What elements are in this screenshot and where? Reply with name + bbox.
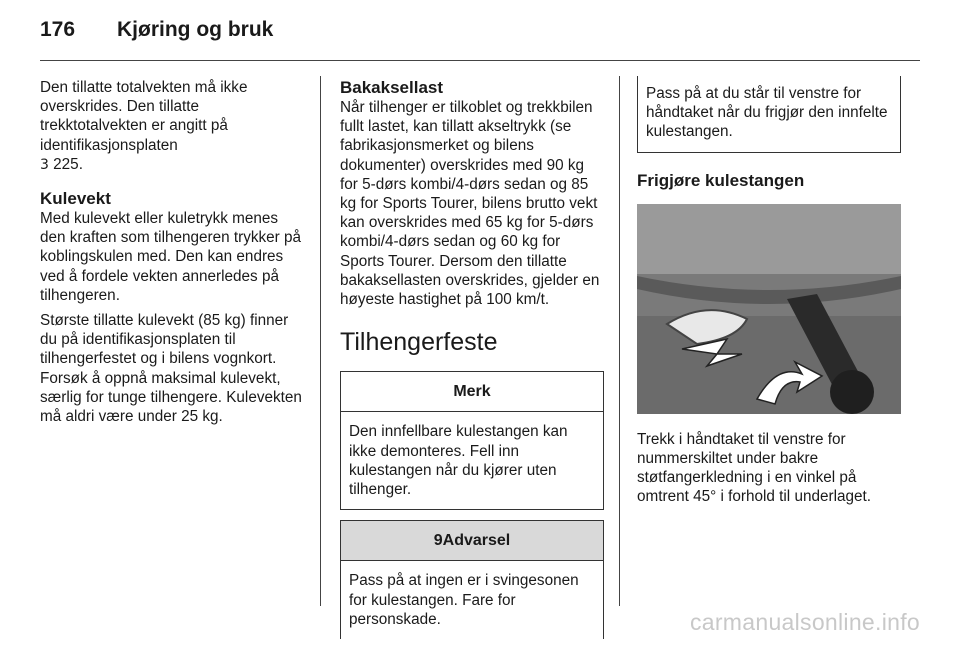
tilhengerfeste-heading: Tilhengerfeste	[340, 328, 498, 357]
note-box	[340, 371, 604, 510]
release-caption: Trekk i håndtaket til venstre for nummerskiltet under bakre støtfangerkledning i en vinkel på omtrent 45° i forhold til underlaget.	[637, 430, 872, 506]
column-3	[637, 76, 901, 513]
intro-paragraph: Den tillatte totalvekten må ikke overskrides. Den tillatte trekktotalvekten er angitt på identifikasjonsplaten 3 225.	[40, 79, 248, 173]
bakaksellast-paragraph: Når tilhenger er tilkoblet og trekkbilen fullt lastet, kan tillatt akseltrykk (se fabrikasjonsmerket og bilens dokumenter) overskrides med 90 kg for 5-dørs kombi/4-dørs sedan og 85 kg for Sports Tourer, bilens brutto vekt kan overskrides med 65 kg for 5-dørs kombi/4-dørs sedan og 60 kg for Sports Tourer. Dersom den tillatte bakaksellasten overskrides, gjelder en høyeste hastighet på 100 km/t.	[340, 99, 600, 309]
note-text: Den innfellbare kulestangen kan ikke demonteres. Fell inn kulestangen når du kjører uten tilhenger.	[349, 423, 568, 499]
column-1	[40, 78, 304, 432]
page-ref-arrow-icon: 3	[40, 156, 49, 173]
column-2	[340, 78, 604, 649]
column-divider-2	[619, 76, 620, 606]
caution-box-continued	[637, 76, 901, 153]
tow-bar-release-photo	[637, 204, 901, 414]
frigjore-heading: Frigjøre kulestangen	[637, 170, 805, 190]
warning-text: Pass på at ingen er i svingesonen for kulestangen. Fare for personskade.	[349, 572, 579, 628]
watermark: carmanualsonline.info	[689, 609, 920, 635]
warning-triangle-icon: 9	[433, 532, 443, 550]
caution-text: Pass på at du står til venstre for håndtaket når du frigjør den innfelte kulestangen.	[646, 85, 888, 141]
warning-header	[341, 521, 603, 561]
header-rule	[40, 60, 920, 61]
kulevekt-heading: Kulevekt	[40, 189, 111, 209]
kulevekt-paragraph-2: Største tillatte kulevekt (85 kg) finner du på identifikasjonsplaten til tilhengerfestet og i bilens vognkort. Forsøk å oppnå maksimal kulevekt, særlig for tunge tilhengere. Kulevekten må aldri være under 25 kg.	[40, 312, 302, 426]
page-title: Kjøring og bruk	[117, 18, 274, 41]
page-number: 176	[40, 18, 76, 41]
page-ref-link[interactable]: 225.	[53, 155, 83, 173]
column-divider-1	[320, 76, 321, 606]
kulevekt-paragraph-1: Med kulevekt eller kuletrykk menes den kraften som tilhengeren trykker på koblingskulen med. Den kan endres ved å fordele vekten annerledes på tilhengeren.	[40, 210, 302, 304]
warning-box	[340, 520, 604, 639]
bakaksellast-heading: Bakaksellast	[340, 78, 444, 97]
warning-title: Advarsel	[442, 532, 511, 550]
note-title: Merk	[341, 372, 603, 412]
